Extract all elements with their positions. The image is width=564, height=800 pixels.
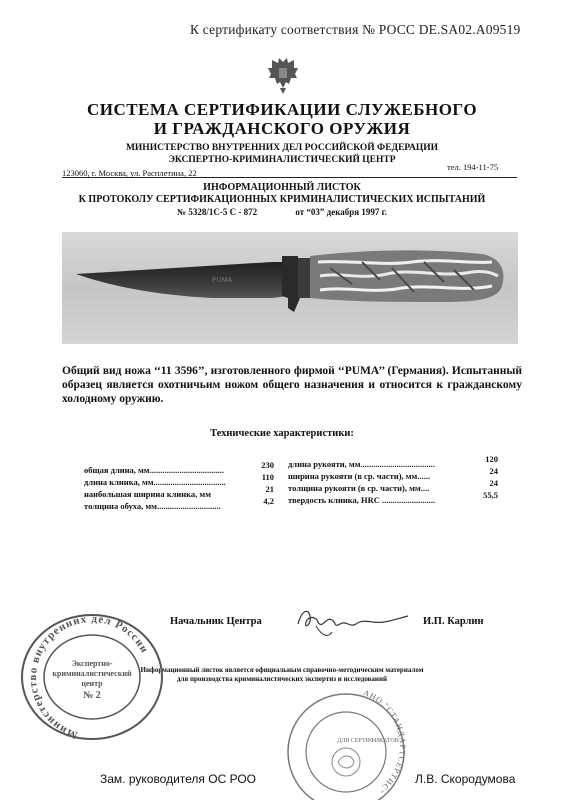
note-line1: Информационный листок является официальным справочно-методическим материалом [140, 666, 424, 674]
deputy-head-name: Л.В. Скородумова [415, 772, 516, 786]
center-name: ЭКСПЕРТНО-КРИМИНАЛИСТИЧЕСКИЙ ЦЕНТР [168, 155, 396, 165]
head-signature [292, 602, 412, 642]
description: Общий вид ножа ‘‘11 3596’’, изготовленного фирмой ‘‘PUMA’’ (Германия). Испытанный образец является охотничьим ножом общего назначения и относится к гражданскому холодному оружию. [62, 365, 522, 405]
certification-round-stamp [272, 690, 420, 800]
mvd-stamp-ring-text: Министерство внутренних дел России [27, 612, 151, 741]
spec-value: 21 [265, 484, 274, 494]
head-of-center-name: И.П. Карлин [423, 616, 484, 627]
protocol-date: от “03” декабря 1997 г. [295, 207, 387, 217]
system-title-line1: СИСТЕМА СЕРТИФИКАЦИИ СЛУЖЕБНОГО [86, 100, 478, 119]
mvd-stamp-center-4: № 2 [83, 690, 101, 701]
system-title [0, 100, 564, 138]
knife-photo [62, 232, 518, 344]
spec-row [84, 472, 274, 487]
spec-label: длина рукояти, мм................................... [288, 459, 435, 469]
protocol-number: № 5328/1С-5 С - 872 [177, 207, 258, 217]
spec-value: 230 [261, 460, 274, 470]
standard-stamp-center-text: ДЛЯ СЕРТИФИКАТОВ [337, 738, 399, 744]
protocol-line [0, 207, 564, 217]
spec-value: 110 [261, 472, 274, 482]
spec-label: твердость клинка, HRC ......................... [288, 495, 436, 505]
header-divider [62, 177, 517, 178]
spec-row [84, 484, 274, 499]
knife-bolster [298, 258, 310, 298]
spec-value: 24 [489, 478, 498, 488]
phone: тел. 194-11-75 [447, 162, 499, 172]
system-title-line2: И ГРАЖДАНСКОГО ОРУЖИЯ [153, 119, 411, 138]
specs-left-column [84, 460, 274, 511]
spec-value: 120 [485, 454, 498, 464]
spec-label: толщина обуха, мм.............................. [84, 501, 221, 511]
specs-title: Технические характеристики: [210, 428, 354, 439]
spec-label: ширина рукояти (в ср. части), мм...... [288, 471, 431, 481]
spec-row [288, 490, 498, 505]
spec-row [84, 496, 274, 511]
spec-label: толщина рукояти (в ср. части), мм.... [288, 483, 430, 493]
info-sheet-title: ИНФОРМАЦИОННЫЙ ЛИСТОК [203, 182, 361, 193]
mvd-stamp-center-3: центр [81, 679, 103, 688]
spec-row [288, 466, 498, 481]
head-of-center-label: Начальник Центра [170, 616, 262, 627]
svg-text:PUMA: PUMA [212, 277, 233, 284]
address: 123060, г. Москва, ул. Расплетина, 22 [62, 168, 197, 178]
spec-label: длина клинка, мм.................................. [84, 477, 226, 487]
deputy-head-label: Зам. руководителя ОС РОО [100, 772, 257, 786]
info-sheet-title-block [0, 182, 564, 205]
spec-value: 24 [489, 466, 498, 476]
info-sheet-subtitle: К ПРОТОКОЛУ СЕРТИФИКАЦИОННЫХ КРИМИНАЛИСТИЧЕСКИХ ИСПЫТАНИЙ [78, 193, 486, 205]
spec-row [288, 454, 498, 469]
mvd-round-stamp [16, 610, 168, 744]
spec-value: 4,2 [263, 496, 274, 506]
spec-row [84, 460, 274, 475]
spec-label: наибольшая ширина клинка, мм [84, 489, 212, 499]
note-line2: для производства криминалистических экспертиз и исследований [176, 675, 388, 683]
mvd-stamp-center-1: Экспертно- [71, 659, 113, 668]
emblem-icon [266, 56, 300, 96]
certificate-reference: К сертификату соответствия № РОСС DE.SA02.А09519 [190, 22, 521, 37]
specs-right-column [288, 454, 498, 505]
mvd-stamp-center-2: криминалистический [52, 669, 132, 678]
spec-value: 55,5 [483, 490, 498, 500]
ministry-name: МИНИСТЕРСТВО ВНУТРЕННИХ ДЕЛ РОССИЙСКОЙ ФЕДЕРАЦИИ [125, 143, 439, 153]
standard-stamp-ring-text: АНО "СТАНДАРТСЕРТИС" [362, 690, 408, 796]
spec-label: общая длина, мм................................... [84, 465, 224, 475]
spec-row [288, 478, 498, 493]
